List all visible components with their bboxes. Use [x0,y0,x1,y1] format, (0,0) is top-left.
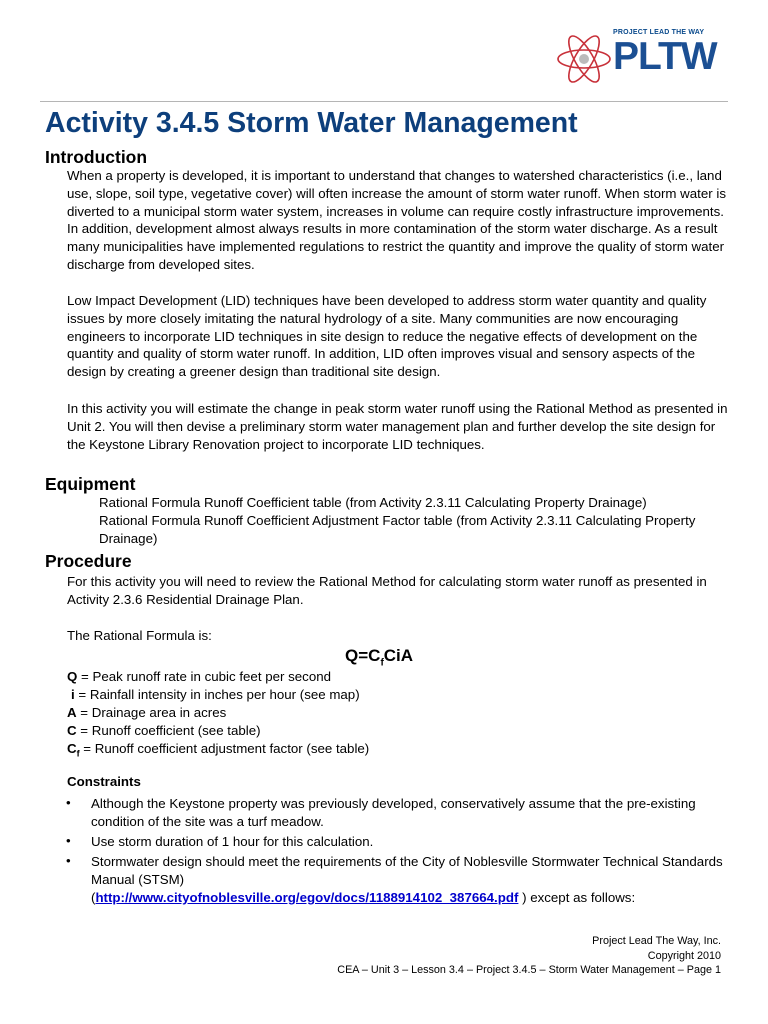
footer-org: Project Lead The Way, Inc. [592,935,721,947]
bullet-icon: • [66,833,71,848]
footer-copyright: Copyright 2010 [647,950,721,962]
constraint-item: Use storm duration of 1 hour for this calculation. [91,834,374,849]
constraint-item: Stormwater design should meet the requirements of the City of Noblesville Stormwater Technical Standards Manual (STSM) [91,854,723,887]
variable-definition: i = Rainfall intensity in inches per hour (see map) [71,687,360,702]
variable-definition: Q = Peak runoff rate in cubic feet per second [67,669,332,684]
equipment-heading: Equipment [45,474,136,494]
rational-formula: $Q=C_fCiA$ [345,646,414,669]
header-divider [40,101,728,102]
logo-wordmark: PLTW [613,35,717,78]
intro-paragraph-3: In this activity you will estimate the change in peak storm water runoff using the Rational Method as presented in Unit 2. You will then devise a preliminary storm water management plan and further develop the site design for the Keystone Library Renovation project to incorporate LID techniques. [67,401,728,452]
equipment-item: Rational Formula Runoff Coefficient Adjustment Factor table (from Activity 2.3.11 Calculating Property Drainage) [99,513,696,546]
constraint-link-line: (http://www.cityofnoblesville.org/egov/docs/1188914102_387664.pdf ) except as follows: [91,890,636,905]
constraints-heading: Constraints [67,774,141,789]
intro-paragraph-2: Low Impact Development (LID) techniques have been developed to address storm water quantity and quality issues by more closely imitating the natural hydrology of a site. Many communities are now encouraging engineers to incorporate LID techniques in site design to reduce the negative effects of development on the quantity and quality of storm water runoff. In addition, LID often improves visual and sensory aspects of the design by creating a greener design than traditional site design. [67,293,707,380]
procedure-intro: For this activity you will need to review the Rational Method for calculating storm water runoff as presented in Activity 2.3.6 Residential Drainage Plan. [67,574,707,607]
variable-definition: A = Drainage area in acres [67,705,227,720]
intro-paragraph-1: When a property is developed, it is important to understand that changes to watershed characteristics (i.e., land use, slope, soil type, vegetative cover) will often increase the amount of storm water runoff. When storm water is diverted to a municipal storm water system, increases in volume can require costly infrastructure improvements. In addition, development almost always results in more contamination of the storm water discharge. As a result many municipalities have implemented regulations to restrict the quantity and improve the quality of storm water discharge from developed sites. [67,168,726,272]
variable-definition: $C_f$ = Runoff coefficient adjustment factor (see table) [67,741,370,759]
page-title: Activity 3.4.5 Storm Water Management [45,107,578,139]
procedure-heading: Procedure [45,551,132,571]
formula-label: The Rational Formula is: [67,628,212,643]
bullet-icon: • [66,795,71,810]
footer-page-info: CEA – Unit 3 – Lesson 3.4 – Project 3.4.5 – Storm Water Management – Page 1 [337,964,721,976]
equipment-item: Rational Formula Runoff Coefficient table (from Activity 2.3.11 Calculating Property Drainage) [99,495,647,510]
variable-definition: C = Runoff coefficient (see table) [67,723,261,738]
constraint-item: Although the Keystone property was previously developed, conservatively assume that the pre-existing condition of the site was a turf meadow. [91,796,696,829]
stsm-link[interactable]: http://www.cityofnoblesville.org/egov/docs/1188914102_387664.pdf [95,890,519,905]
introduction-heading: Introduction [45,147,148,167]
bullet-icon: • [66,853,71,868]
logo-tagline: PROJECT LEAD THE WAY [613,29,705,36]
